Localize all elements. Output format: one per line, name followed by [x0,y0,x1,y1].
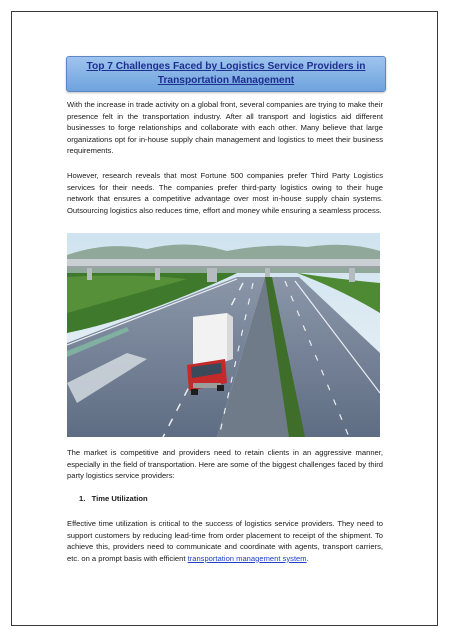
research-paragraph: However, research reveals that most Fortune 500 companies prefer Third Party Logistics services for their needs. The companies prefer third-party logistics owing to their huge network that ensures a competitive advantage over most in-house supply chain systems. Outsourcing logistics also reduces time, effort and money while ensuring a seamless process. [67,171,383,215]
page-title: Top 7 Challenges Faced by Logistics Service Providers in Transportation Management [86,61,366,86]
time-utilization-end: . [306,553,309,563]
title-banner [66,56,386,92]
section-heading-time-utilization: 1. Time Utilization [79,494,148,503]
intro-paragraph: With the increase in trade activity on a global front, several companies are trying to make their presence felt in the transportation industry. After all transport and logistics aid different businesses to forge relationships and collaborate with each other. Many believe that large organizations opt for in-house supply chain management and logistics to meet their business requirements. [67,100,383,156]
time-utilization-paragraph [67,518,383,564]
market-paragraph: The market is competitive and providers need to retain clients in an aggressive manner, especially in the field of transportation. Here are some of the biggest challenges faced by third party logistics service providers: [67,448,383,481]
transportation-management-system-link[interactable]: transportation management system [187,553,307,563]
highway-truck-photo [67,233,380,437]
time-utilization-text: Effective time utilization is critical to the success of logistics service providers. They need to support customers by reducing lead-time from order placement to receipt of the shipment. To achieve this, providers need to communicate and coordinate with agents, transport carriers, etc. on a prompt basis with efficient [67,519,383,563]
